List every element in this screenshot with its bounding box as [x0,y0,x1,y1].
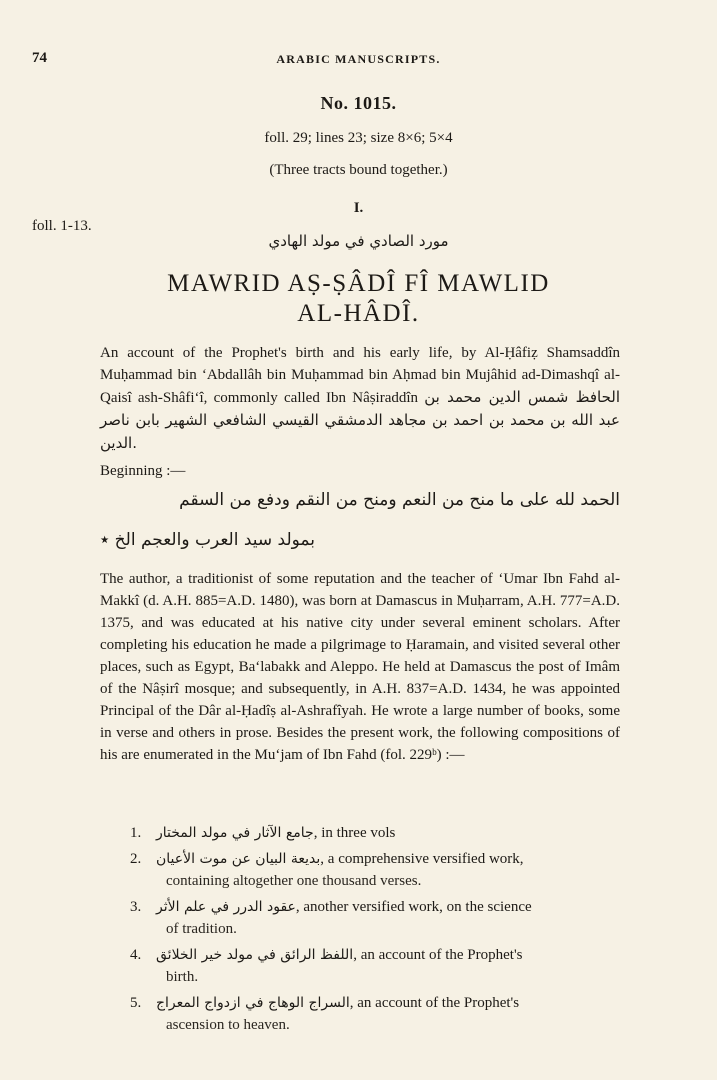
author-paragraph [100,568,620,766]
item-arabic-title: اللفظ الرائق في مولد خير الخلائق [156,947,354,963]
description-paragraph [100,342,620,455]
item-continuation: ascension to heaven. [166,1017,290,1033]
list-item [130,848,622,892]
item-arabic-title: السراج الوهاج في ازدواج المعراج [156,995,350,1011]
item-number: 1. [130,825,142,841]
item-description: , an account of the Prophet's [353,947,523,963]
running-head: ARABIC MANUSCRIPTS. [276,52,441,66]
item-number: 5. [130,995,142,1011]
item-description: , a comprehensive versified work, [320,851,524,867]
beginning-arabic-line-1: الحمد لله على ما منح من النعم ومنح من النقم ودفع من السقم [179,490,620,510]
description-text: An account of the Prophet's birth and his early life, by Al-Ḥâfiẓ Shamsaddîn Muḥammad bin ‘Abdallâh bin Muḥammad bin Aḥmad bin Mujâhid ad-Dimashqî al-Qaisî ash-Shâfi‘î, commonly called Ibn Nâṣiraddîn [100,345,620,406]
item-description: , another versified work, on the science [295,899,532,915]
author-paragraph-text: The author, a traditionist of some reputation and the teacher of ‘Umar Ibn Fahd al-Makkî (d. A.H. 885=A.D. 1480), was born at Damascus in Muḥarram, A.H. 777=A.D. 1375, and was educated at his native city under several eminent scholars. After completing his education he made a pilgrimage to Ḥaramain, and visited several other places, such as Egypt, Ba‘labakk and Aleppo. He held at Damascus the post of Imâm of the Nâṣirî mosque; and subsequently, in A.H. 837=A.D. 1434, he was appointed Principal of the Dâr al-Ḥadîṣ al-Ashrafîyah. He wrote a large number of books, some in verse and others in prose. Besides the present work, the following compositions of his are enumerated in the Mu‘jam of Ibn Fahd (fol. 229ᵇ) :— [100,571,620,763]
item-arabic-title: عقود الدرر في علم الأثر [156,899,296,915]
list-item [130,944,622,988]
item-number: 2. [130,851,142,867]
item-description: , in three vols [313,825,396,841]
description-arabic: الحافظ شمس الدين محمد بن عبد الله بن محمد بن احمد بن مجاهد الدمشقي القيسي الشافعي الشهير بابن ناصر الدين. [100,388,620,452]
item-number: 4. [130,947,142,963]
item-continuation: of tradition. [166,921,237,937]
item-arabic-title: جامع الآثار في مولد المختار [156,825,314,841]
item-continuation: birth. [166,969,199,985]
list-item [130,822,622,844]
works-list [130,822,622,1038]
item-arabic-title: بديعة البيان عن موت الأعيان [156,851,321,867]
item-description: , an account of the Prophet's [349,995,520,1011]
beginning-arabic-line-2: بمولد سيد العرب والعجم الخ ٭ [100,530,315,550]
tracts-note: (Three tracts bound together.) [269,162,448,178]
item-number: 3. [130,899,142,915]
section-roman-numeral: I. [353,200,364,216]
title-line-2: AL-HÂDÎ. [297,300,420,327]
folio-info: foll. 29; lines 23; size 8×6; 5×4 [264,130,453,146]
page-number: 74 [32,50,47,66]
list-item [130,992,622,1036]
beginning-label: Beginning :— [100,463,186,479]
item-continuation: containing altogether one thousand verses. [166,873,422,889]
title-line-1: MAWRID AṢ-ṢÂDÎ FÎ MAWLID [167,270,550,297]
entry-number: No. 1015. [320,93,397,113]
arabic-title: مورد الصادي في مولد الهادي [268,232,449,250]
list-item [130,896,622,940]
folio-range: foll. 1-13. [32,218,92,234]
